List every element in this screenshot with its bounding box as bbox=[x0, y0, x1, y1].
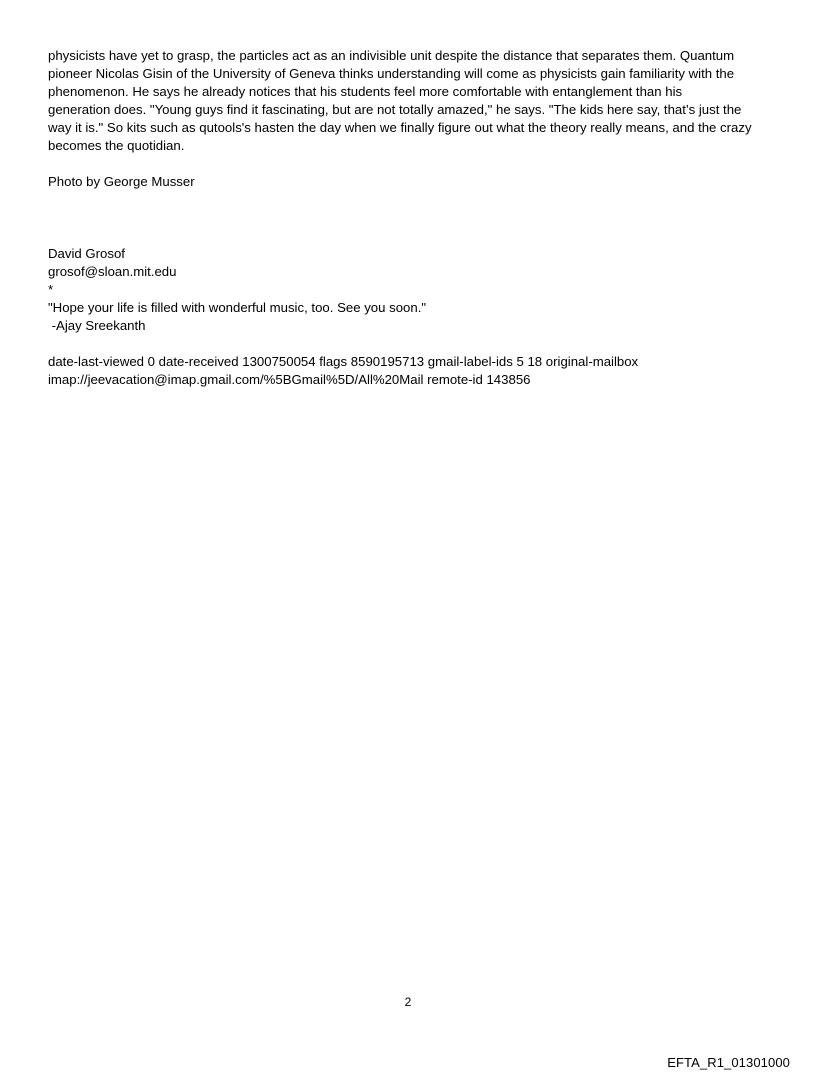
signature-attribution: -Ajay Sreekanth bbox=[48, 318, 146, 333]
signature-quote: "Hope your life is filled with wonderful music, too. See you soon." bbox=[48, 300, 427, 315]
article-line: generation does. "Young guys find it fascinating, but are not totally amazed," he says. "The kids here say, that’s just the bbox=[48, 102, 742, 117]
document-id: EFTA_R1_01301000 bbox=[667, 1055, 790, 1070]
article-line: pioneer Nicolas Gisin of the University of Geneva thinks understanding will come as physicists gain familiarity with the bbox=[48, 66, 735, 81]
photo-credit: Photo by George Musser bbox=[48, 174, 195, 189]
metadata-line: date-last-viewed 0 date-received 1300750054 flags 8590195713 gmail-label-ids 5 18 original-mailbox bbox=[48, 354, 639, 369]
document-body bbox=[48, 47, 778, 389]
signature-name: David Grosof bbox=[48, 246, 125, 261]
article-line: way it is." So kits such as qutools's hasten the day when we finally figure out what the theory really means, and the crazy bbox=[48, 120, 752, 135]
metadata-line: imap://jeevacation@imap.gmail.com/%5BGmail%5D/All%20Mail remote-id 143856 bbox=[48, 372, 531, 387]
page-number: 2 bbox=[404, 995, 412, 1009]
article-line: becomes the quotidian. bbox=[48, 138, 185, 153]
article-line: phenomenon. He says he already notices that his students feel more comfortable with entanglement than his bbox=[48, 84, 683, 99]
article-line: physicists have yet to grasp, the particles act as an indivisible unit despite the distance that separates them. Quantum bbox=[48, 48, 735, 63]
email-signature bbox=[48, 245, 778, 335]
message-metadata bbox=[48, 353, 778, 389]
signature-separator: * bbox=[48, 282, 54, 297]
article-paragraph bbox=[48, 47, 778, 155]
signature-email: grosof@sloan.mit.edu bbox=[48, 264, 177, 279]
